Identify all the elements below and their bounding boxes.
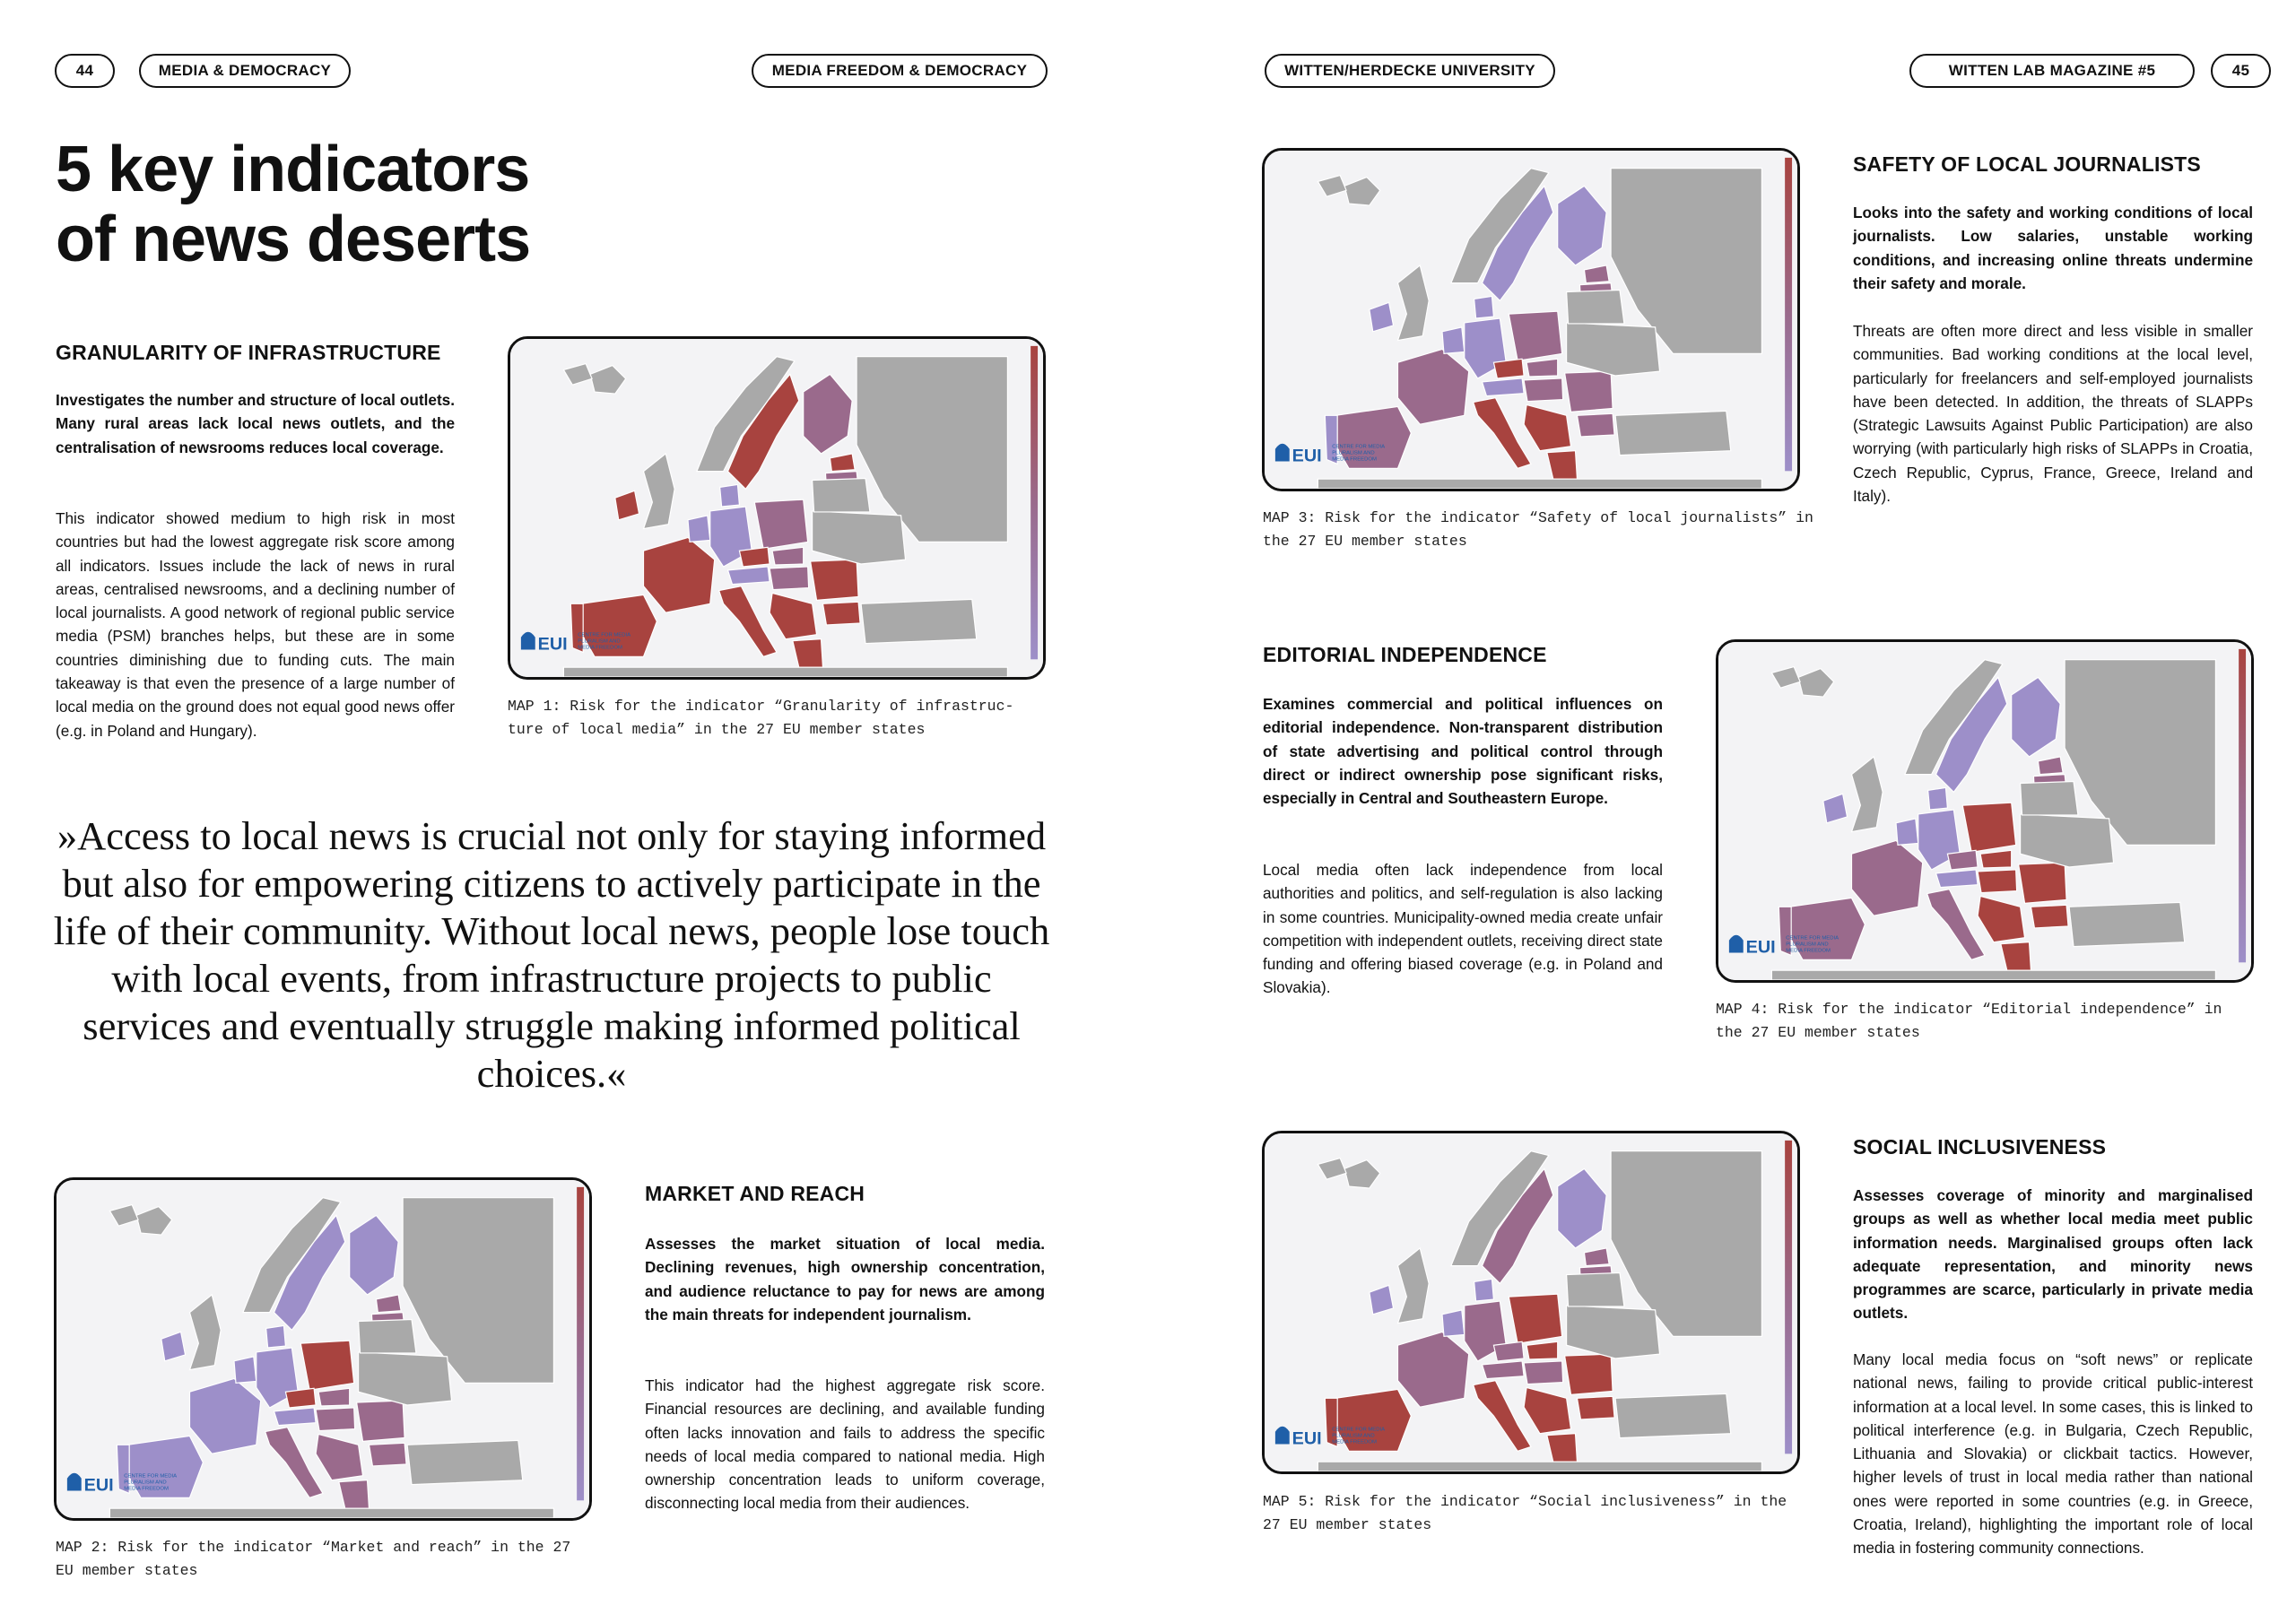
map-5-legend-bar <box>1785 1141 1792 1454</box>
map-4-region-turkey <box>2069 902 2185 946</box>
map-5-region-czech <box>1493 1341 1524 1361</box>
map-2 <box>54 1177 592 1521</box>
map-5-eui-org-line: CENTRE FOR MEDIA <box>1332 1427 1386 1433</box>
map-1-graphic <box>510 339 1043 677</box>
safety-body: Threats are often more direct and less visible in smaller communities. Bad working conditions at the local level, particularly for freelancers and self-employed journalists have been detected. In addition, the threats of SLAPPs (Strategic Lawsuits Against Public Participation) are also worrying (with particularly high risks of SLAPPs in Croatia, Czech Republic, Cyprus, France, Greece, Ireland and Italy). <box>1853 322 2253 506</box>
map-1-eui-acronym: EUI <box>537 634 568 655</box>
map-2-region-denmark <box>266 1325 286 1348</box>
map-1-caption: MAP 1: Risk for the indicator “Granularity of infrastruc- ture of local media” in the 27 EU member states <box>508 698 1014 738</box>
page-number-right: 45 <box>2211 54 2271 88</box>
map-5-eui-org-line: PLURALISM AND <box>1332 1433 1375 1439</box>
map-1-legend-bar <box>1031 346 1038 659</box>
map-2-region-belarus <box>359 1320 416 1353</box>
map-5-eui-acronym: EUI <box>1292 1428 1322 1449</box>
map-1-region-belarus <box>813 479 870 512</box>
map-3-eui-org-line: PLURALISM AND <box>1332 450 1375 456</box>
map-3-region-benelux <box>1442 327 1465 354</box>
map-2-region-africa <box>109 1508 553 1518</box>
title-line-2: of news deserts <box>56 204 531 275</box>
map-2-eui-org-line: PLURALISM AND <box>124 1480 167 1486</box>
map-4-eui-acronym: EUI <box>1745 937 1776 958</box>
map-2-graphic <box>57 1180 589 1518</box>
map-2-region-turkey <box>407 1440 523 1484</box>
map-1-region-denmark <box>720 484 740 507</box>
map-2-legend-bar <box>577 1187 584 1500</box>
map-3-eui-acronym: EUI <box>1292 446 1322 466</box>
map-5-region-denmark <box>1474 1279 1494 1301</box>
map-1 <box>508 336 1046 680</box>
map-4-region-romania <box>2019 863 2066 903</box>
map-1-region-slovakia <box>772 547 804 565</box>
map-2-region-austria <box>274 1408 317 1426</box>
granularity-lead: Investigates the number and structure of local outlets. Many rural areas lack local news outlets, and the centralisation of newsrooms reduces local coverage. <box>56 391 455 456</box>
map-5-region-slovakia <box>1526 1341 1558 1359</box>
map-3-region-czech <box>1493 359 1524 378</box>
map-3-legend-bar <box>1785 158 1792 471</box>
map-4-region-belarus <box>2021 782 2078 815</box>
map-2-region-poland <box>300 1341 353 1390</box>
map-3-region-romania <box>1565 371 1613 412</box>
map-3-region-austria <box>1483 378 1525 396</box>
map-5-region-hungary <box>1524 1361 1563 1384</box>
map-4-region-denmark <box>1928 787 1948 810</box>
map-3-region-belarus <box>1567 291 1624 324</box>
map-5-region-turkey <box>1615 1393 1731 1437</box>
map-4-region-poland <box>1962 803 2015 852</box>
map-4-region-africa <box>1771 970 2215 980</box>
map-4-region-bulgaria <box>2031 905 2068 928</box>
social-body: Many local media focus on “soft news” or replicate national news, failing to provide critical public-interest information at a local level. In some cases, this is linked to political interference (e.g. in Bulgaria, Czech Republic, Lithuania and Slovakia) or clickbait tactics. However, higher levels of trust in local media rather than national ones were reported in some countries (e.g. in Greece, Croatia, Ireland), highlighting the important role of local media in fostering community connections. <box>1853 1350 2253 1558</box>
map-3-region-slovakia <box>1526 359 1558 377</box>
map-2-region-czech <box>285 1388 316 1408</box>
map-3-region-africa <box>1318 479 1761 489</box>
map-4-region-benelux <box>1896 819 1918 846</box>
map-5 <box>1262 1131 1800 1474</box>
social-heading: SOCIAL INCLUSIVENESS <box>1853 1135 2107 1159</box>
map-2-eui-org-line: MEDIA FREEDOM <box>124 1486 169 1492</box>
editorial-lead: Examines commercial and political influences on editorial independence. Non-transparent distribution of state advertising and political control through direct or indirect ownership pose significant risks, especially in Central and Southeastern Europe. <box>1263 695 1663 808</box>
map-1-region-hungary <box>770 567 809 590</box>
map-4-graphic <box>1718 642 2251 980</box>
map-3-region-hungary <box>1524 378 1563 402</box>
map-2-region-hungary <box>316 1408 355 1431</box>
safety-heading: SAFETY OF LOCAL JOURNALISTS <box>1853 152 2201 176</box>
map-1-eui-org-line: MEDIA FREEDOM <box>578 645 622 651</box>
map-3 <box>1262 148 1800 491</box>
map-5-region-poland <box>1509 1294 1561 1343</box>
map-1-region-austria <box>728 567 770 585</box>
map-3-eui-org-line: MEDIA FREEDOM <box>1332 456 1377 463</box>
map-1-region-turkey <box>861 599 977 643</box>
editorial-body: Local media often lack independence from local authorities and politics, and self-regulation is also lacking in some countries. Municipality-owned media create unfair competition with independent outlets, receiving direct state funding and offering biased coverage (e.g. in Poland and Slovakia). <box>1263 861 1663 997</box>
map-1-region-czech <box>739 547 770 567</box>
map-3-region-turkey <box>1615 411 1731 455</box>
granularity-body: This indicator showed medium to high risk in most countries but had the lowest aggregate risk score among all indicators. Issues include the lack of news in rural areas, centralised newsrooms, and a declining number of local journalists. A good network of regional public service media (PSM) branches helps, but these are in some countries diminishing due to funding cuts. The main takeaway is that even the presence of a large number of local media on the ground does not equal good news offer (e.g. in Poland and Hungary). <box>56 509 455 740</box>
map-5-caption: MAP 5: Risk for the indicator “Social inclusiveness” in the 27 EU member states <box>1263 1493 1787 1533</box>
map-4-caption: MAP 4: Risk for the indicator “Editorial independence” in the 27 EU member states <box>1716 1001 2222 1041</box>
map-4-region-hungary <box>1978 870 2017 893</box>
map-4-eui-org-line: PLURALISM AND <box>1786 942 1829 948</box>
map-5-region-romania <box>1565 1354 1613 1394</box>
map-5-graphic <box>1265 1133 1797 1471</box>
magazine-label: WITTEN LAB MAGAZINE #5 <box>1909 54 2195 88</box>
map-1-region-romania <box>811 560 858 600</box>
section-label-left: MEDIA & DEMOCRACY <box>139 54 351 88</box>
map-4-region-slovakia <box>1980 850 2012 868</box>
map-4-eui-org-line: MEDIA FREEDOM <box>1786 948 1831 954</box>
safety-lead: Looks into the safety and working conditions of local journalists. Low salaries, unstable working conditions, and increasing online threats undermine their safety and morale. <box>1853 204 2253 292</box>
topic-label: MEDIA FREEDOM & DEMOCRACY <box>752 54 1048 88</box>
map-3-region-denmark <box>1474 296 1494 318</box>
map-3-caption: MAP 3: Risk for the indicator “Safety of local journalists” in the 27 EU member states <box>1263 509 1813 550</box>
map-4-region-austria <box>1936 870 1979 888</box>
map-4-eui-org-line: CENTRE FOR MEDIA <box>1786 935 1839 942</box>
map-1-eui-org-line: CENTRE FOR MEDIA <box>578 632 631 638</box>
map-3-graphic <box>1265 151 1797 489</box>
map-5-region-bulgaria <box>1577 1396 1614 1419</box>
map-2-eui-org-line: CENTRE FOR MEDIA <box>124 1473 178 1480</box>
pull-quote: »Access to local news is crucial not only for staying informed but also for empowering citizens to actively participate in the life of their community. Without local news, people lose touch with local events, from infrastructure projects to public services and eventually struggle making informed political choices.« <box>53 813 1050 1096</box>
map-3-region-bulgaria <box>1577 413 1614 437</box>
market-heading: MARKET AND REACH <box>645 1182 865 1205</box>
map-3-eui-org-line: CENTRE FOR MEDIA <box>1332 444 1386 450</box>
map-1-region-africa <box>563 667 1007 677</box>
market-lead: Assesses the market situation of local media. Declining revenues, high ownership concentration, and audience reluctance to pay for news are among the main threats for independent journalism. <box>645 1235 1045 1324</box>
map-5-eui-org-line: MEDIA FREEDOM <box>1332 1439 1377 1445</box>
map-4-legend-bar <box>2239 649 2246 962</box>
map-2-region-bulgaria <box>369 1443 406 1466</box>
map-1-region-bulgaria <box>822 602 860 625</box>
granularity-heading: GRANULARITY OF INFRASTRUCTURE <box>56 341 441 364</box>
map-2-region-slovakia <box>318 1388 350 1406</box>
map-1-region-poland <box>754 499 807 549</box>
map-2-region-romania <box>357 1401 404 1441</box>
title-line-1: 5 key indicators <box>56 134 530 205</box>
market-body: This indicator had the highest aggregate risk score. Financial resources are declining, and available funding often lacks innovation and fails to address the specific needs of local media compared to national media. High ownership concentration leads to uniform coverage, disconnecting local media from their audiences. <box>645 1376 1045 1513</box>
page-title <box>56 135 737 274</box>
map-5-region-austria <box>1483 1361 1525 1379</box>
institution-label: WITTEN/HERDECKE UNIVERSITY <box>1265 54 1555 88</box>
map-2-region-benelux <box>234 1357 257 1384</box>
map-1-region-benelux <box>688 516 710 542</box>
map-1-eui-org-line: PLURALISM AND <box>578 638 621 645</box>
map-2-eui-acronym: EUI <box>83 1475 114 1496</box>
map-5-region-belarus <box>1567 1273 1624 1306</box>
social-lead: Assesses coverage of minority and marginalised groups as well as whether local media meet public information needs. Marginalised groups often lack adequate representation, and minority news programmes are scarce, particularly in private media outlets. <box>1853 1186 2253 1323</box>
map-4 <box>1716 639 2254 983</box>
map-5-region-africa <box>1318 1462 1761 1471</box>
map-2-caption: MAP 2: Risk for the indicator “Market and reach” in the 27 EU member states <box>56 1539 571 1579</box>
editorial-heading: EDITORIAL INDEPENDENCE <box>1263 643 1547 666</box>
map-4-region-czech <box>1947 850 1978 870</box>
page-number-left: 44 <box>55 54 115 88</box>
map-5-region-benelux <box>1442 1310 1465 1337</box>
map-3-region-poland <box>1509 311 1561 360</box>
